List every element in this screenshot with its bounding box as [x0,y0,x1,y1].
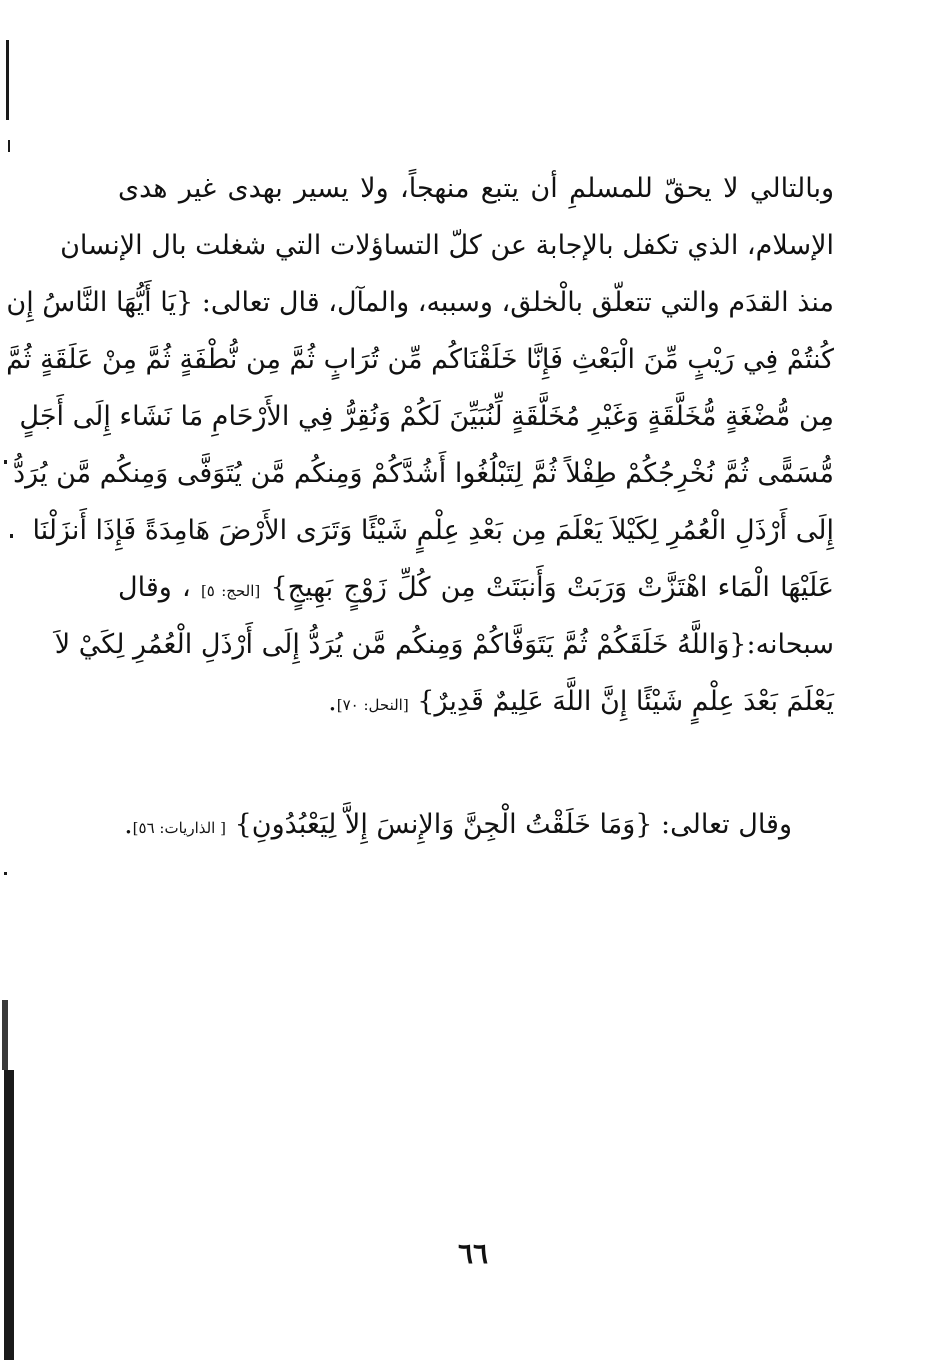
scan-edge-mark [4,1070,14,1360]
quran-verse-text: يَعْلَمَ بَعْدَ عِلْمٍ شَيْئًا إِنَّ اللَّهَ عَلِيمٌ قَدِيرٌ} [417,686,834,717]
connector-text: ، وقال [118,572,191,603]
paragraph-line: مِن مُّضْغَةٍ مُّخَلَّقَةٍ وَغَيْرِ مُخَلَّقَةٍ لِّنُبَيِّنَ لَكُمْ وَنُقِرُّ فِي الأَرْحَامِ مَا نَشَاء إِلَى أَجَلٍ [19,401,834,432]
paragraph-line-with-citation [118,559,834,616]
scan-edge-mark [4,872,7,875]
paragraph-line: إِلَى أَرْذَلِ الْعُمُرِ لِكَيْلاَ يَعْلَمَ مِن بَعْدِ عِلْمٍ شَيْئًا وَتَرَى الأَرْضَ هَامِدَةً فَإِذَا أَنزَلْنَا [32,515,834,546]
paragraph-line: مُّسَمًّى ثُمَّ نُخْرِجُكُمْ طِفْلاً ثُمَّ لِتَبْلُغُوا أَشُدَّكُمْ وَمِنكُم مَّن يُتَوَفَّى وَمِنكُم مَّن يُرَدُّ [13,458,834,489]
closing-verse-text: وقال تعالى: {وَمَا خَلَقْتُ الْجِنَّ وَالإِنسَ إِلاَّ لِيَعْبُدُونِ} [234,809,792,840]
paragraph-line: كُنتُمْ فِي رَيْبٍ مِّنَ الْبَعْثِ فَإِنَّا خَلَقْنَاكُم مِّن تُرَابٍ ثُمَّ مِن نُّطْفَةٍ ثُمَّ مِنْ عَلَقَةٍ ثُمَّ [6,344,834,375]
scan-edge-mark [6,40,9,120]
page-number: ٦٦ [457,1237,489,1270]
quran-verse-text: عَلَيْهَا الْمَاء اهْتَزَّتْ وَرَبَتْ وَأَنبَتَتْ مِن كُلِّ زَوْجٍ بَهِيجٍ} [270,572,834,603]
closing-verse [124,796,792,857]
sentence-end: . [328,686,337,717]
paragraph-line: سبحانه:{وَاللَّهُ خَلَقَكُمْ ثُمَّ يَتَوَفَّاكُمْ وَمِنكُم مَّن يُرَدُّ إِلَى أَرْذَلِ الْعُمُرِ لِكَيْ لاَ [54,629,834,660]
sentence-end: . [124,809,133,840]
paragraph-line-with-citation [118,673,834,730]
scan-edge-mark [4,460,7,464]
main-paragraph [6,160,834,730]
scan-edge-mark [8,140,10,152]
paragraph-line: منذ القدَم والتي تتعلّق بالْخلق، وسببه، والمآل، قال تعالى: {يَا أَيُّهَا النَّاسُ إِن [6,287,834,318]
citation-dhariyat: [ الذاريات: ٥٦] [132,819,226,837]
citation-nahl: [النحل: ٧٠] [336,696,409,714]
citation-hajj: [الحج: ٥] [200,582,261,600]
scan-edge-mark [2,1000,8,1070]
scan-edge-mark [10,534,13,538]
paragraph-line: الإسلام، الذي تكفل بالإجابة عن كلّ التساؤلات التي شغلت بال الإنسان [60,230,834,261]
paragraph-line: وبالتالي لا يحقّ للمسلمِ أن يتبع منهجاً، ولا يسير بهدى غير هدى [118,173,834,204]
